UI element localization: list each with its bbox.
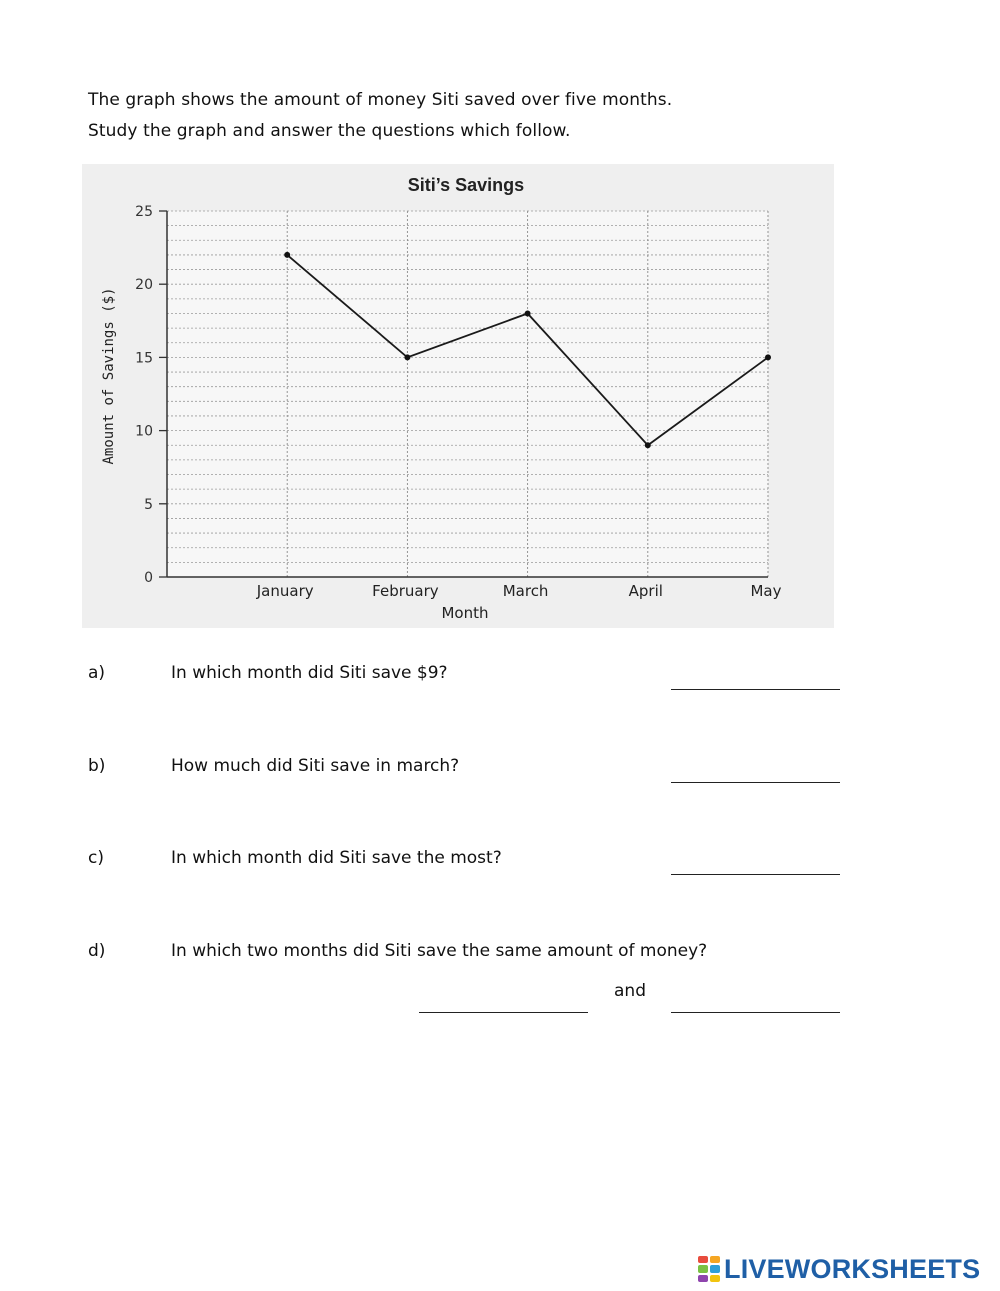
- question-c-text: In which month did Siti save the most?: [171, 848, 502, 868]
- savings-chart: [82, 164, 834, 628]
- chart-svg: [82, 164, 834, 628]
- answer-d1-input[interactable]: [419, 1012, 588, 1013]
- x-tick-label: February: [372, 582, 439, 600]
- y-tick-label: 20: [135, 277, 153, 294]
- intro-line-2: Study the graph and answer the questions which follow.: [88, 121, 571, 141]
- x-tick-label: March: [502, 582, 549, 600]
- y-tick-label: 10: [135, 423, 153, 440]
- question-a-text: In which month did Siti save $9?: [171, 663, 448, 683]
- x-tick-label: January: [256, 582, 314, 600]
- logo-block: [698, 1265, 708, 1272]
- answer-a-input[interactable]: [671, 689, 840, 690]
- question-d-letter: d): [88, 941, 106, 961]
- x-tick-label: May: [750, 582, 782, 600]
- and-label: and: [614, 981, 646, 1001]
- data-point: [404, 354, 410, 360]
- plot-area: [167, 211, 768, 577]
- y-tick-label: 25: [135, 204, 153, 220]
- logo-text: LIVEWORKSHEETS: [724, 1253, 981, 1284]
- answer-b-input[interactable]: [671, 782, 840, 783]
- y-tick-label: 5: [144, 496, 153, 513]
- question-b-text: How much did Siti save in march?: [171, 756, 460, 776]
- data-point: [284, 252, 290, 258]
- data-point: [765, 354, 771, 360]
- data-point: [525, 310, 531, 316]
- liveworksheets-logo[interactable]: [698, 1252, 980, 1286]
- chart-title: Siti’s Savings: [407, 175, 525, 195]
- y-tick-label: 15: [135, 350, 153, 367]
- x-axis-label: Month: [441, 604, 489, 622]
- intro-line-1: The graph shows the amount of money Siti saved over five months.: [88, 90, 673, 110]
- y-axis-label: Amount of Savings ($): [101, 287, 117, 465]
- logo-block: [710, 1275, 720, 1282]
- logo-block: [710, 1265, 720, 1272]
- answer-d2-input[interactable]: [671, 1012, 840, 1013]
- logo-block: [698, 1256, 708, 1263]
- question-c-letter: c): [88, 848, 104, 868]
- logo-block: [698, 1275, 708, 1282]
- question-d-text: In which two months did Siti save the same amount of money?: [171, 941, 708, 961]
- y-tick-label: 0: [144, 570, 153, 586]
- x-tick-label: April: [628, 582, 663, 600]
- question-b-letter: b): [88, 756, 106, 776]
- logo-block: [710, 1256, 720, 1263]
- question-a-letter: a): [88, 663, 106, 683]
- answer-c-input[interactable]: [671, 874, 840, 875]
- logo-mark-icon: [698, 1256, 720, 1282]
- data-point: [645, 442, 651, 448]
